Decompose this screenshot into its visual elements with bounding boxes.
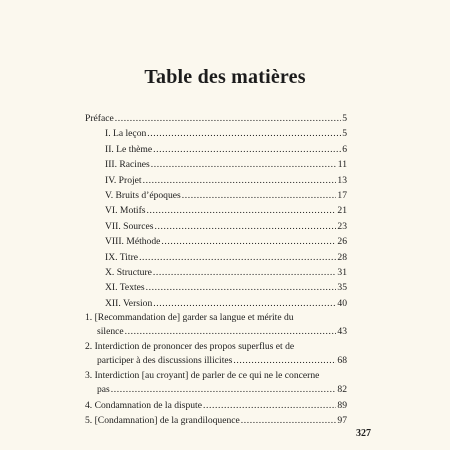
toc-entry-section	[85, 203, 347, 218]
toc-entry-label-continued: pas	[97, 383, 110, 395]
toc-entry-page: 97	[337, 415, 347, 427]
toc-entry-last-line	[97, 325, 347, 339]
toc-entry-page: 5	[342, 128, 347, 140]
toc-entry-label: II. Le thème	[105, 143, 153, 155]
toc-entry-page: 82	[337, 383, 347, 395]
toc-entry-section	[85, 296, 347, 311]
dot-leader	[139, 250, 336, 265]
toc-entry-label: VIII. Méthode	[105, 236, 161, 248]
toc-entry-label: 5. [Condamnation] de la grandiloquence	[85, 415, 240, 427]
toc-entry-chapter	[85, 413, 347, 428]
dot-leader	[153, 142, 341, 157]
toc-entry-page: 23	[337, 220, 347, 232]
toc-entry-page: 43	[337, 326, 347, 338]
toc-entry-page: 40	[337, 297, 347, 309]
dot-leader	[115, 111, 341, 126]
toc-entry-section	[85, 142, 347, 157]
toc-entry-section	[85, 234, 347, 249]
toc-entry-label: V. Bruits d’époques	[105, 189, 181, 201]
dot-leader	[111, 383, 337, 397]
dot-leader	[147, 126, 341, 141]
toc-entry-label: I. La leçon	[105, 128, 147, 140]
dot-leader	[146, 280, 337, 295]
toc-entry-label: 2. Interdiction de prononcer des propos superflus et de	[85, 341, 295, 353]
toc-entry-label: IX. Titre	[105, 251, 139, 263]
dot-leader	[203, 398, 336, 413]
toc-entry-page: 21	[337, 205, 347, 217]
toc-entry-label: VI. Motifs	[105, 205, 146, 217]
toc-entry-chapter	[85, 398, 347, 413]
toc-entry-page: 31	[337, 266, 347, 278]
page-title: Table des matières	[144, 66, 306, 88]
toc-entry-label: XI. Textes	[105, 282, 145, 294]
toc-entry-page: 11	[337, 159, 347, 171]
toc-entry-page: 68	[337, 355, 347, 367]
toc-entry-label: VII. Sources	[105, 220, 154, 232]
dot-leader	[161, 234, 336, 249]
dot-leader	[182, 188, 337, 203]
dot-leader	[151, 157, 337, 172]
toc-entry-page: 28	[337, 251, 347, 263]
dot-leader	[153, 265, 337, 280]
toc-entry-page: 5	[342, 113, 347, 124]
toc-entry-section	[85, 280, 347, 295]
page-number: 327	[356, 428, 371, 439]
toc-entry-section	[85, 157, 347, 172]
toc-entry-section	[85, 126, 347, 141]
toc-entry-page: 35	[337, 282, 347, 294]
toc-entry-section	[85, 173, 347, 188]
toc-entry-label-continued: silence	[97, 326, 124, 338]
toc-entry-last-line	[97, 354, 347, 368]
toc-entry-section	[85, 265, 347, 280]
toc-entry-page: 89	[337, 399, 347, 411]
toc-entry-label: X. Structure	[105, 266, 152, 278]
dot-leader	[143, 173, 337, 188]
toc-entry-label: 1. [Recommandation de] garder sa langue et mérite du	[85, 312, 294, 324]
toc-entry-section	[85, 219, 347, 234]
toc-entry-preface	[85, 111, 347, 126]
toc-entry-label: IV. Projet	[105, 174, 142, 186]
toc-entry-chapter	[85, 340, 347, 368]
toc-entry-label: 4. Condamnation de la dispute	[85, 399, 202, 411]
toc-entry-page: 6	[342, 143, 347, 155]
toc-entry-label: III. Racines	[105, 159, 150, 171]
dot-leader	[155, 219, 337, 234]
dot-leader	[153, 296, 336, 311]
dot-leader	[125, 325, 337, 339]
toc-entry-label: XII. Version	[105, 297, 153, 309]
toc-entry-page: 26	[337, 236, 347, 248]
toc-entry-page: 13	[337, 174, 347, 186]
toc-entry-section	[85, 250, 347, 265]
toc-entry-page: 17	[337, 189, 347, 201]
toc-entry-section	[85, 188, 347, 203]
toc-entry-label: 3. Interdiction [au croyant] de parler de ce qui ne le concerne	[85, 370, 320, 382]
dot-leader	[147, 203, 337, 218]
toc-entry-label: Préface	[85, 113, 114, 124]
table-of-contents	[85, 111, 347, 429]
toc-entry-chapter	[85, 311, 347, 339]
dot-leader	[241, 413, 337, 428]
toc-entry-last-line	[97, 383, 347, 397]
toc-entry-chapter	[85, 369, 347, 397]
dot-leader	[233, 354, 336, 368]
toc-entry-label-continued: participer à des discussions illicites	[97, 355, 233, 367]
